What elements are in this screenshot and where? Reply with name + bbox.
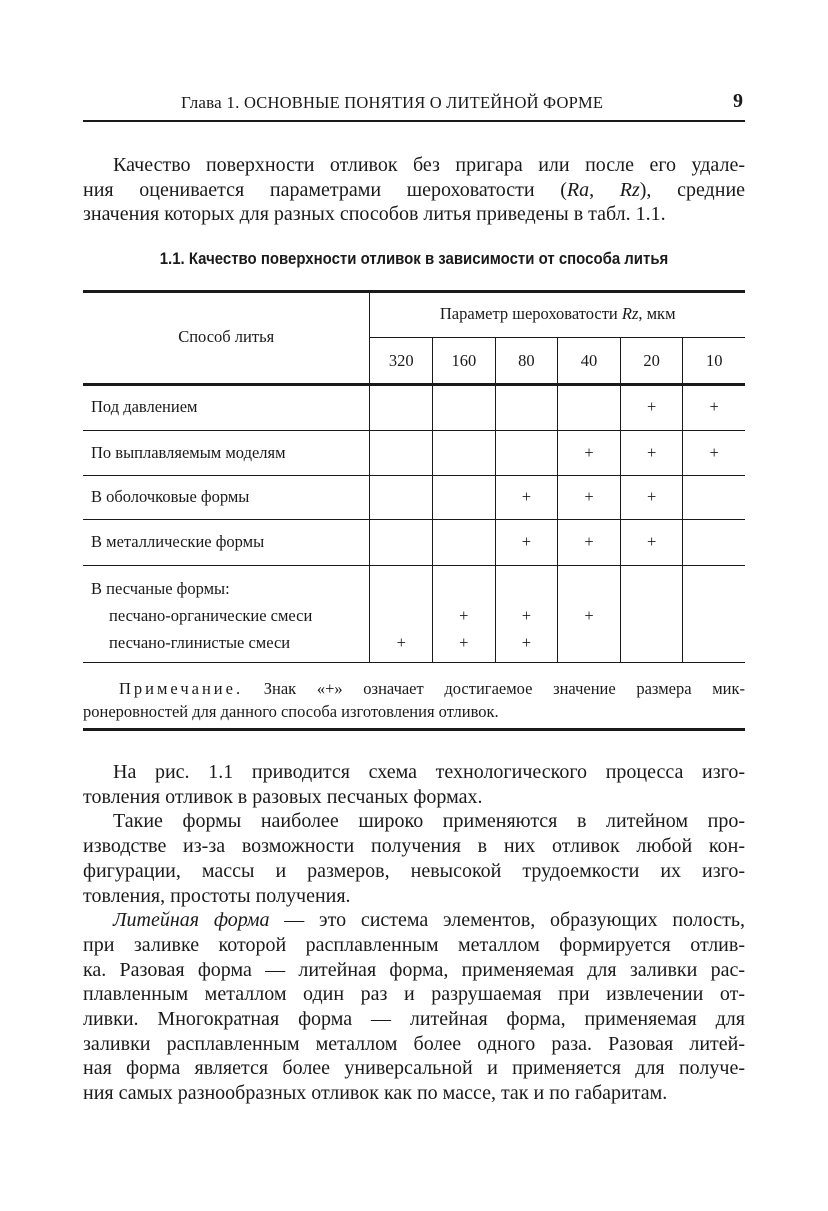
text-run: ливки. Многократная форма — литейная форма, применяемая для bbox=[83, 1008, 745, 1031]
mark bbox=[370, 602, 432, 629]
text-line bbox=[83, 1081, 745, 1106]
param-header-variable: Rz bbox=[621, 303, 639, 323]
italic-term: Ra bbox=[566, 178, 590, 201]
text-line bbox=[83, 859, 745, 884]
rz-value-header: 10 bbox=[683, 337, 745, 384]
text-line bbox=[83, 202, 745, 227]
mark-cell bbox=[370, 565, 433, 662]
table-bottom-rule bbox=[83, 728, 745, 731]
mark: + bbox=[459, 632, 469, 652]
param-header-text: Параметр шероховатости bbox=[439, 303, 622, 323]
column-header-parameter bbox=[370, 291, 745, 337]
mark-cell bbox=[433, 565, 496, 662]
mark-cell: + bbox=[558, 519, 621, 565]
group-row-label bbox=[83, 565, 370, 662]
body-text bbox=[83, 760, 745, 1106]
mark-cell bbox=[495, 430, 558, 475]
row-label: По выплавляемым моделям bbox=[83, 430, 370, 475]
text-run: товления, простоты получения. bbox=[83, 884, 351, 907]
text-run: при заливке которой расплавленным металлом формируется отлив- bbox=[83, 933, 745, 956]
intro-paragraph bbox=[83, 153, 745, 227]
row-label: В металлические формы bbox=[83, 519, 370, 565]
mark-cell: + bbox=[558, 430, 621, 475]
note-text-1: Знак «+» означает достигаемое значение размера мик- bbox=[243, 679, 745, 698]
mark-cell: + bbox=[620, 519, 683, 565]
table-row-group bbox=[83, 565, 745, 662]
paragraph bbox=[83, 760, 745, 809]
text-run: Качество поверхности отливок без пригара или после его удале- bbox=[113, 154, 745, 176]
text-line bbox=[83, 958, 745, 983]
mark-cell bbox=[558, 384, 621, 430]
mark-cell bbox=[495, 565, 558, 662]
mark-cell bbox=[433, 430, 496, 475]
param-header-unit: , мкм bbox=[638, 303, 676, 323]
table-row bbox=[83, 430, 745, 475]
rz-value-header: 320 bbox=[370, 337, 433, 384]
mark-cell: + bbox=[495, 519, 558, 565]
note-label: Примечание. bbox=[119, 679, 244, 698]
row-label: В оболочковые формы bbox=[83, 475, 370, 519]
note-text-2: ронеровностей для данного способа изготовления отливок. bbox=[83, 702, 499, 721]
text-run: плавленным металлом один раз и разрушаемая при извлечении от- bbox=[83, 983, 745, 1006]
mark-cell bbox=[558, 565, 621, 662]
mark: + bbox=[521, 605, 532, 625]
text-line bbox=[83, 982, 745, 1007]
table-header-rule bbox=[83, 383, 745, 386]
mark-cell: + bbox=[620, 430, 683, 475]
chapter-label: Глава 1. bbox=[181, 93, 240, 112]
text-run: товления отливок в разовых песчаных формах. bbox=[83, 785, 483, 808]
mark bbox=[621, 602, 683, 629]
table-note bbox=[83, 677, 745, 723]
text-line bbox=[83, 834, 745, 859]
table-title: 1.1. Качество поверхности отливок в зависимости от способа литья bbox=[159, 249, 669, 268]
text-line bbox=[83, 1056, 745, 1081]
mark bbox=[683, 602, 745, 629]
table-top-rule bbox=[83, 290, 745, 293]
text-run: ), средние bbox=[639, 178, 746, 201]
text-line bbox=[83, 884, 745, 909]
text-line bbox=[83, 760, 745, 785]
subrow-label: песчано-глинистые смеси bbox=[109, 632, 291, 652]
mark: + bbox=[396, 632, 406, 652]
mark-cell bbox=[370, 430, 433, 475]
page-number: 9 bbox=[733, 90, 743, 112]
text-run: ная форма является более универсальной и применяется для получе- bbox=[83, 1057, 745, 1080]
mark-cell bbox=[370, 519, 433, 565]
text-line bbox=[83, 908, 745, 933]
mark-cell: + bbox=[620, 384, 683, 430]
mark-cell bbox=[495, 384, 558, 430]
mark-cell bbox=[370, 475, 433, 519]
mark-cell bbox=[620, 565, 683, 662]
mark: + bbox=[521, 632, 532, 652]
rz-value-header: 40 bbox=[558, 337, 621, 384]
mark-cell bbox=[433, 519, 496, 565]
column-header-method: Способ литья bbox=[83, 291, 370, 384]
chapter-title: ОСНОВНЫЕ ПОНЯТИЯ О ЛИТЕЙНОЙ ФОРМЕ bbox=[243, 93, 604, 112]
table-row bbox=[83, 475, 745, 519]
mark-cell bbox=[683, 519, 745, 565]
rz-value-header: 160 bbox=[433, 337, 496, 384]
text-line bbox=[83, 178, 745, 203]
subrow-label: песчано-органические смеси bbox=[109, 605, 313, 625]
text-line bbox=[83, 153, 745, 178]
text-run: ния самых разнообразных отливок как по массе, так и по габаритам. bbox=[83, 1082, 668, 1105]
table-row bbox=[83, 384, 745, 430]
paragraph bbox=[83, 908, 745, 1106]
mark-cell: + bbox=[495, 475, 558, 519]
text-line bbox=[83, 785, 745, 810]
text-line bbox=[83, 933, 745, 958]
text-run: , bbox=[589, 178, 620, 201]
rz-value-header: 20 bbox=[620, 337, 683, 384]
mark: + bbox=[584, 605, 594, 625]
text-run: значения которых для разных способов литья приведены в табл. 1.1. bbox=[83, 203, 666, 226]
group-label: В песчаные формы: bbox=[91, 578, 230, 598]
mark bbox=[683, 629, 745, 656]
mark-cell bbox=[433, 475, 496, 519]
roughness-table bbox=[83, 291, 745, 663]
row-label: Под давлением bbox=[83, 384, 370, 430]
mark-cell bbox=[683, 475, 745, 519]
text-run: ка. Разовая форма — литейная форма, применяемая для заливки рас- bbox=[83, 958, 745, 981]
running-header bbox=[83, 90, 745, 122]
mark-cell: + bbox=[683, 430, 745, 475]
text-run: изводстве из-за возможности получения в них отливок любой кон- bbox=[83, 835, 745, 858]
mark-cell bbox=[433, 384, 496, 430]
rz-value-header: 80 bbox=[495, 337, 558, 384]
italic-term: Литейная форма bbox=[113, 909, 270, 932]
italic-term: Rz bbox=[619, 178, 640, 201]
mark-cell bbox=[683, 565, 745, 662]
text-run: На рис. 1.1 приводится схема технологического процесса изго- bbox=[113, 761, 745, 783]
paragraph bbox=[83, 809, 745, 908]
text-line bbox=[83, 809, 745, 834]
table-row bbox=[83, 519, 745, 565]
text-run: фигурации, массы и размеров, невысокой трудоемкости их изго- bbox=[83, 859, 745, 882]
mark: + bbox=[459, 605, 469, 625]
text-line bbox=[83, 1007, 745, 1032]
text-run: Такие формы наиболее широко применяются в литейном про- bbox=[113, 810, 745, 833]
text-line bbox=[83, 1032, 745, 1057]
mark-cell: + bbox=[620, 475, 683, 519]
mark-cell: + bbox=[683, 384, 745, 430]
text-run: заливки расплавленным металлом более одного раза. Разовая литей- bbox=[83, 1032, 745, 1055]
running-header-title bbox=[181, 93, 603, 113]
text-run: ния оценивается параметрами шероховатости ( bbox=[83, 178, 567, 201]
mark bbox=[621, 629, 683, 656]
mark-cell bbox=[370, 384, 433, 430]
mark-cell: + bbox=[558, 475, 621, 519]
text-run: — это система элементов, образующих полость, bbox=[269, 909, 745, 932]
mark bbox=[558, 629, 620, 656]
